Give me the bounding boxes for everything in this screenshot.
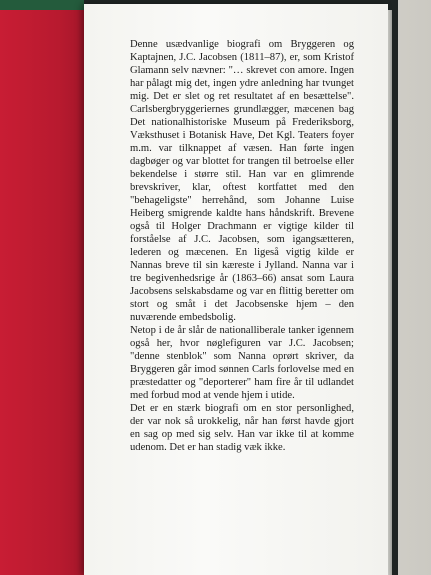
cover-red-panel: [0, 8, 84, 575]
paragraph-intro: Denne usædvanlige biografi om Bryggeren og Kaptajnen, J.C. Jacobsen (1811–87), er, som Kristof Glamann selv nævner: "… skrevet con amore. Ingen har pålagt mig det, ingen ydre anledning har tvunget mig. Det er slet og ret resultatet af en besættelse". Carlsbergbryggeriernes grundlægger, mæcenen bag Det nationalhistoriske Museum på Frederiksborg, Væksthuset i Botanisk Have, Det Kgl. Teaters foyer m.m. var tilknappet af væsen. Han førte ingen dagbøger og var blottet for trangen til betroelse eller bekendelse i større stil. Han var en glimrende brevskriver, klar, oftest kortfattet med den "behageligste" herrehånd, som Johanne Luise Heiberg smigrende kaldte hans håndskrift. Brevene også til Holger Drachmann er vigtige kilder til forståelse af J.C. Jacobsen, som igangsætteren, lederen og mæcenen. En ligeså vigtig kilde er Nannas breve til sin kæreste i Jylland. Nanna var i tre begivenhedsrige år (1863–66) ansat som Laura Jacobsens selskabsdame og var en flittig beretter om stort og småt i det Jacobsenske hjem – den nuværende embedsbolig.: [130, 39, 354, 323]
paragraph-closing: Det er en stærk biografi om en stor personlighed, der var nok så urokkelig, når han først havde gjort en sag op med sig selv. Han var ikke til at komme udenom. Det er han stadig væk ikke.: [130, 403, 354, 453]
paragraph-nationalliberal: Netop i de år slår de nationalliberale tanker igennem også her, hvor nøglefiguren var J.C. Jacobsen; "denne stenblok" som Nanna oprørt skriver, da Bryggeren går imod sønnen Carls forlovelse med en præstedatter og "deporterer" ham fire år til udlandet med forbud mod at vende hjem i utide.: [130, 325, 354, 401]
cover-green-stripe: [0, 0, 84, 10]
flap-text: [130, 38, 354, 454]
